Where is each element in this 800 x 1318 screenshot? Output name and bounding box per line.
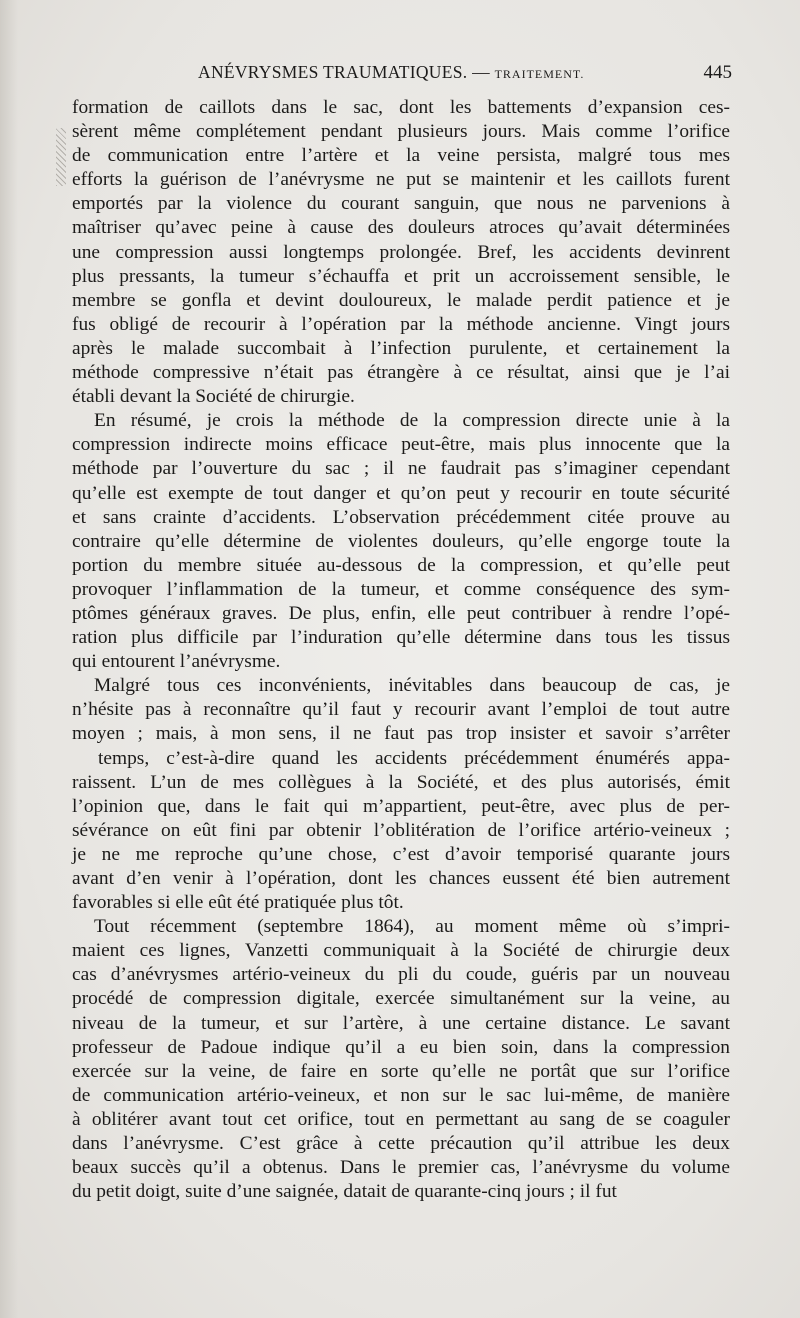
text-line: efforts la guérison de l’anévrysme ne put se maintenir et les caillots furent xyxy=(72,169,730,191)
text-line: méthode par l’ouverture du sac ; il ne faudrait pas s’imaginer cependant xyxy=(72,458,730,480)
text-line: favorables si elle eût été pratiquée plus tôt. xyxy=(72,892,404,914)
text-line: niveau de la tumeur, et sur l’artère, à une certaine distance. Le savant xyxy=(72,1012,730,1034)
text-line: exercée sur la veine, de faire en sorte qu’elle ne portât que sur l’orifice xyxy=(72,1060,730,1082)
text-line: qu’elle est exempte de tout danger et qu’on peut y recourir en toute sécurité xyxy=(72,482,730,504)
text-line: emportés par la violence du courant sanguin, que nous ne parvenions à xyxy=(72,193,730,215)
text-line: temps, c’est-à-dire quand les accidents précédemment énumérés appa- xyxy=(98,747,730,769)
text-line: membre se gonfla et devint douloureux, le malade perdit patience et je xyxy=(72,289,730,311)
text-line: procédé de compression digitale, exercée simultanément sur la veine, au xyxy=(72,988,730,1010)
text-line: fus obligé de recourir à l’opération par la méthode ancienne. Vingt jours xyxy=(72,313,730,335)
text-line: du petit doigt, suite d’une saignée, datait de quarante-cinq jours ; il fut xyxy=(72,1181,617,1203)
text-line: sèrent même complétement pendant plusieurs jours. Mais comme l’orifice xyxy=(72,121,730,143)
text-line: ration plus difficile par l’induration qu’elle détermine dans tous les tissus xyxy=(72,627,730,649)
text-line: En résumé, je crois la méthode de la compression directe unie à la xyxy=(94,410,730,432)
text-line: maîtriser qu’avec peine à cause des douleurs atroces qu’avait déterminées xyxy=(72,217,730,239)
running-subtitle: TRAITEMENT. xyxy=(494,67,585,81)
text-line: je ne me reproche qu’une chose, c’est d’avoir temporisé quarante jours xyxy=(72,843,730,865)
text-line: sévérance on eût fini par obtenir l’oblitération de l’orifice artério-veineux ; xyxy=(72,819,730,841)
text-line: de communication entre l’artère et la veine persista, malgré tous mes xyxy=(72,145,730,167)
text-line: de communication artério-veineux, et non sur le sac lui-même, de manière xyxy=(72,1084,730,1106)
page-number: 445 xyxy=(703,62,732,83)
body-text xyxy=(72,96,730,1204)
text-line: raissent. L’un de mes collègues à la Société, et des plus autorisés, émit xyxy=(72,771,730,793)
text-line: dans l’anévrysme. C’est grâce à cette précaution qu’il attribue les deux xyxy=(72,1133,730,1155)
text-line: après le malade succombait à l’infection purulente, et certainement la xyxy=(72,337,730,359)
text-line: à oblitérer avant tout cet orifice, tout en permettant au sang de se coaguler xyxy=(72,1108,730,1130)
text-line: ptômes généraux graves. De plus, enfin, elle peut contribuer à rendre l’opé- xyxy=(72,602,730,624)
text-line: compression indirecte moins efficace peut-être, mais plus innocente que la xyxy=(72,434,730,456)
text-line: professeur de Padoue indique qu’il a eu bien soin, dans la compression xyxy=(72,1036,730,1058)
text-line: Malgré tous ces inconvénients, inévitables dans beaucoup de cas, je xyxy=(94,675,730,697)
text-line: moyen ; mais, à mon sens, il ne faut pas trop insister et savoir s’arrêter xyxy=(72,723,730,745)
running-title: ANÉVRYSMES TRAUMATIQUES. — TRAITEMENT. xyxy=(198,62,585,82)
text-line: n’hésite pas à reconnaître qu’il faut y recourir avant l’emploi de tout autre xyxy=(72,699,730,721)
text-line: établi devant la Société de chirurgie. xyxy=(72,386,355,408)
text-line: une compression aussi longtemps prolongée. Bref, les accidents devinrent xyxy=(72,241,730,263)
text-line: plus pressants, la tumeur s’échauffa et prit un accroissement sensible, le xyxy=(72,265,730,287)
text-line: maient ces lignes, Vanzetti communiquait à la Société de chirurgie deux xyxy=(72,940,730,962)
text-line: formation de caillots dans le sac, dont les battements d’expansion ces- xyxy=(72,97,730,118)
page-header xyxy=(72,62,732,88)
text-line: beaux succès qu’il a obtenus. Dans le premier cas, l’anévrysme du volume xyxy=(72,1157,730,1179)
text-line: Tout récemment (septembre 1864), au moment même où s’impri- xyxy=(94,916,730,938)
binding-shadow xyxy=(0,0,18,1318)
text-line: méthode compressive n’était pas étrangère à ce résultat, ainsi que je l’ai xyxy=(72,362,730,384)
text-line: et sans crainte d’accidents. L’observation précédemment citée prouve au xyxy=(72,506,730,528)
text-line: provoquer l’inflammation de la tumeur, et comme conséquence des sym- xyxy=(72,578,730,600)
text-line: qui entourent l’anévrysme. xyxy=(72,651,281,673)
text-line: l’opinion que, dans le fait qui m’appartient, peut-être, avec plus de per- xyxy=(72,795,730,817)
text-line: cas d’anévrysmes artério-veineux du pli du coude, guéris par un nouveau xyxy=(72,964,730,986)
text-line: contraire qu’elle détermine de violentes douleurs, qu’elle engorge toute la xyxy=(72,530,730,552)
text-line: portion du membre située au-dessous de la compression, et qu’elle peut xyxy=(72,554,730,576)
margin-stain xyxy=(56,128,66,186)
text-line: avant d’en venir à l’opération, dont les chances eussent été bien autrement xyxy=(72,868,730,889)
